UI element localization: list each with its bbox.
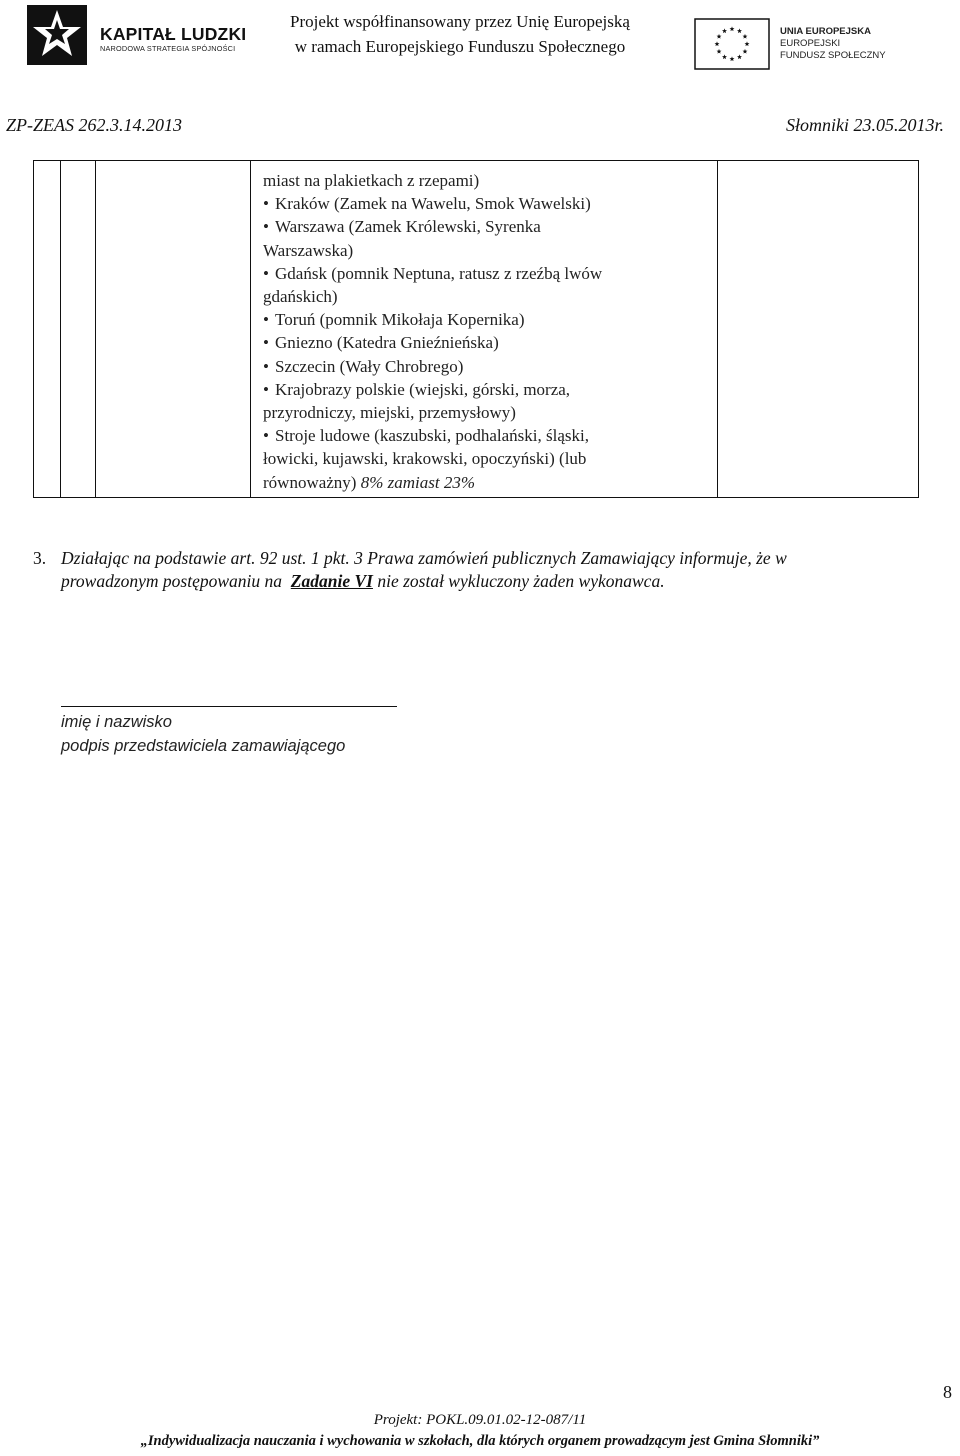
vat-note: 8% zamiast 23% [360, 472, 475, 492]
bullet-icon: • [263, 310, 269, 330]
page-number: 8 [943, 1382, 952, 1402]
reference-number: ZP-ZEAS 262.3.14.2013 [6, 115, 183, 135]
bullet-icon: • [263, 426, 269, 446]
footer-project: Projekt: POKL.09.01.02-12-087/11 [373, 1412, 587, 1428]
signature-name-label: imię i nazwisko [61, 713, 172, 731]
signature-role-label: podpis przedstawiciela zamawiającego [61, 737, 346, 755]
project-line-1: Projekt współfinansowany przez Unię Europejską [290, 12, 630, 31]
table-line: • Gdańsk (pomnik Neptuna, ratusz z rzeźbą lwów [263, 262, 718, 285]
kapital-ludzki-star-icon [24, 2, 90, 68]
kapital-ludzki-logo [18, 2, 247, 68]
bullet-icon: • [263, 356, 269, 376]
place-date: Słomniki 23.05.2013r. [785, 115, 944, 135]
table-line: • Toruń (pomnik Mikołaja Kopernika) [263, 308, 718, 331]
bullet-icon: • [263, 194, 269, 214]
paragraph-line-2: prowadzonym postępowaniu na Zadanie VI nie został wykluczony żaden wykonawca. [61, 571, 665, 591]
table-description-cell [263, 169, 718, 494]
footer-title: „Indywidualizacja nauczania i wychowania w szkołach, dla których organem prowadzącym jest Gmina Słomniki” [140, 1433, 820, 1449]
eu-logo-text [780, 26, 886, 62]
task-name: Zadanie VI [290, 571, 373, 591]
table-line: • Gniezno (Katedra Gnieźnieńska) [263, 331, 718, 354]
table-line: przyrodniczy, miejski, przemysłowy) [263, 403, 516, 423]
exclusion-paragraph [33, 547, 933, 593]
table-line: • Szczecin (Wały Chrobrego) [263, 355, 718, 378]
bullet-icon: • [263, 217, 269, 237]
table-line: gdańskich) [263, 287, 338, 307]
table-line: Warszawska) [263, 240, 354, 260]
table-line: • Warszawa (Zamek Królewski, Syrenka [263, 215, 718, 238]
table-line: • Kraków (Zamek na Wawelu, Smok Wawelski) [263, 192, 718, 215]
signature-block [61, 710, 345, 758]
table-column-divider [95, 161, 96, 497]
project-line-2: w ramach Europejskiego Funduszu Społecznego [294, 37, 626, 56]
signature-line [61, 706, 397, 707]
table-line: równoważny) 8% zamiast 23% [263, 472, 475, 492]
table-column-divider [60, 161, 61, 497]
bullet-icon: • [263, 333, 269, 353]
eu-logo-line1: UNIA EUROPEJSKA [780, 26, 871, 37]
bullet-icon: • [263, 379, 269, 399]
table-column-divider [250, 161, 251, 497]
eu-flag-icon [694, 18, 770, 70]
eu-logo-line2: EUROPEJSKI [780, 38, 841, 49]
paragraph-line-1: 3. Działając na podstawie art. 92 ust. 1 pkt. 3 Prawa zamówień publicznych Zamawiający informuje, że w [33, 548, 787, 568]
table-line: • Krajobrazy polskie (wiejski, górski, morza, [263, 378, 718, 401]
paragraph-number: 3. [33, 548, 47, 568]
table-line: łowicki, kujawski, krakowski, opoczyński) (lub [263, 449, 587, 469]
table-line: miast na plakietkach z rzepami) [263, 171, 480, 190]
kapital-ludzki-name: KAPITAŁ LUDZKI [100, 24, 247, 44]
kapital-ludzki-subtitle: NARODOWA STRATEGIA SPÓJNOŚCI [100, 44, 236, 53]
items-table [33, 160, 919, 498]
bullet-icon: • [263, 263, 269, 283]
eu-logo-line3: FUNDUSZ SPOŁECZNY [780, 50, 886, 61]
table-line: • Stroje ludowe (kaszubski, podhalański, śląski, [263, 424, 718, 447]
eu-logo [694, 16, 904, 72]
